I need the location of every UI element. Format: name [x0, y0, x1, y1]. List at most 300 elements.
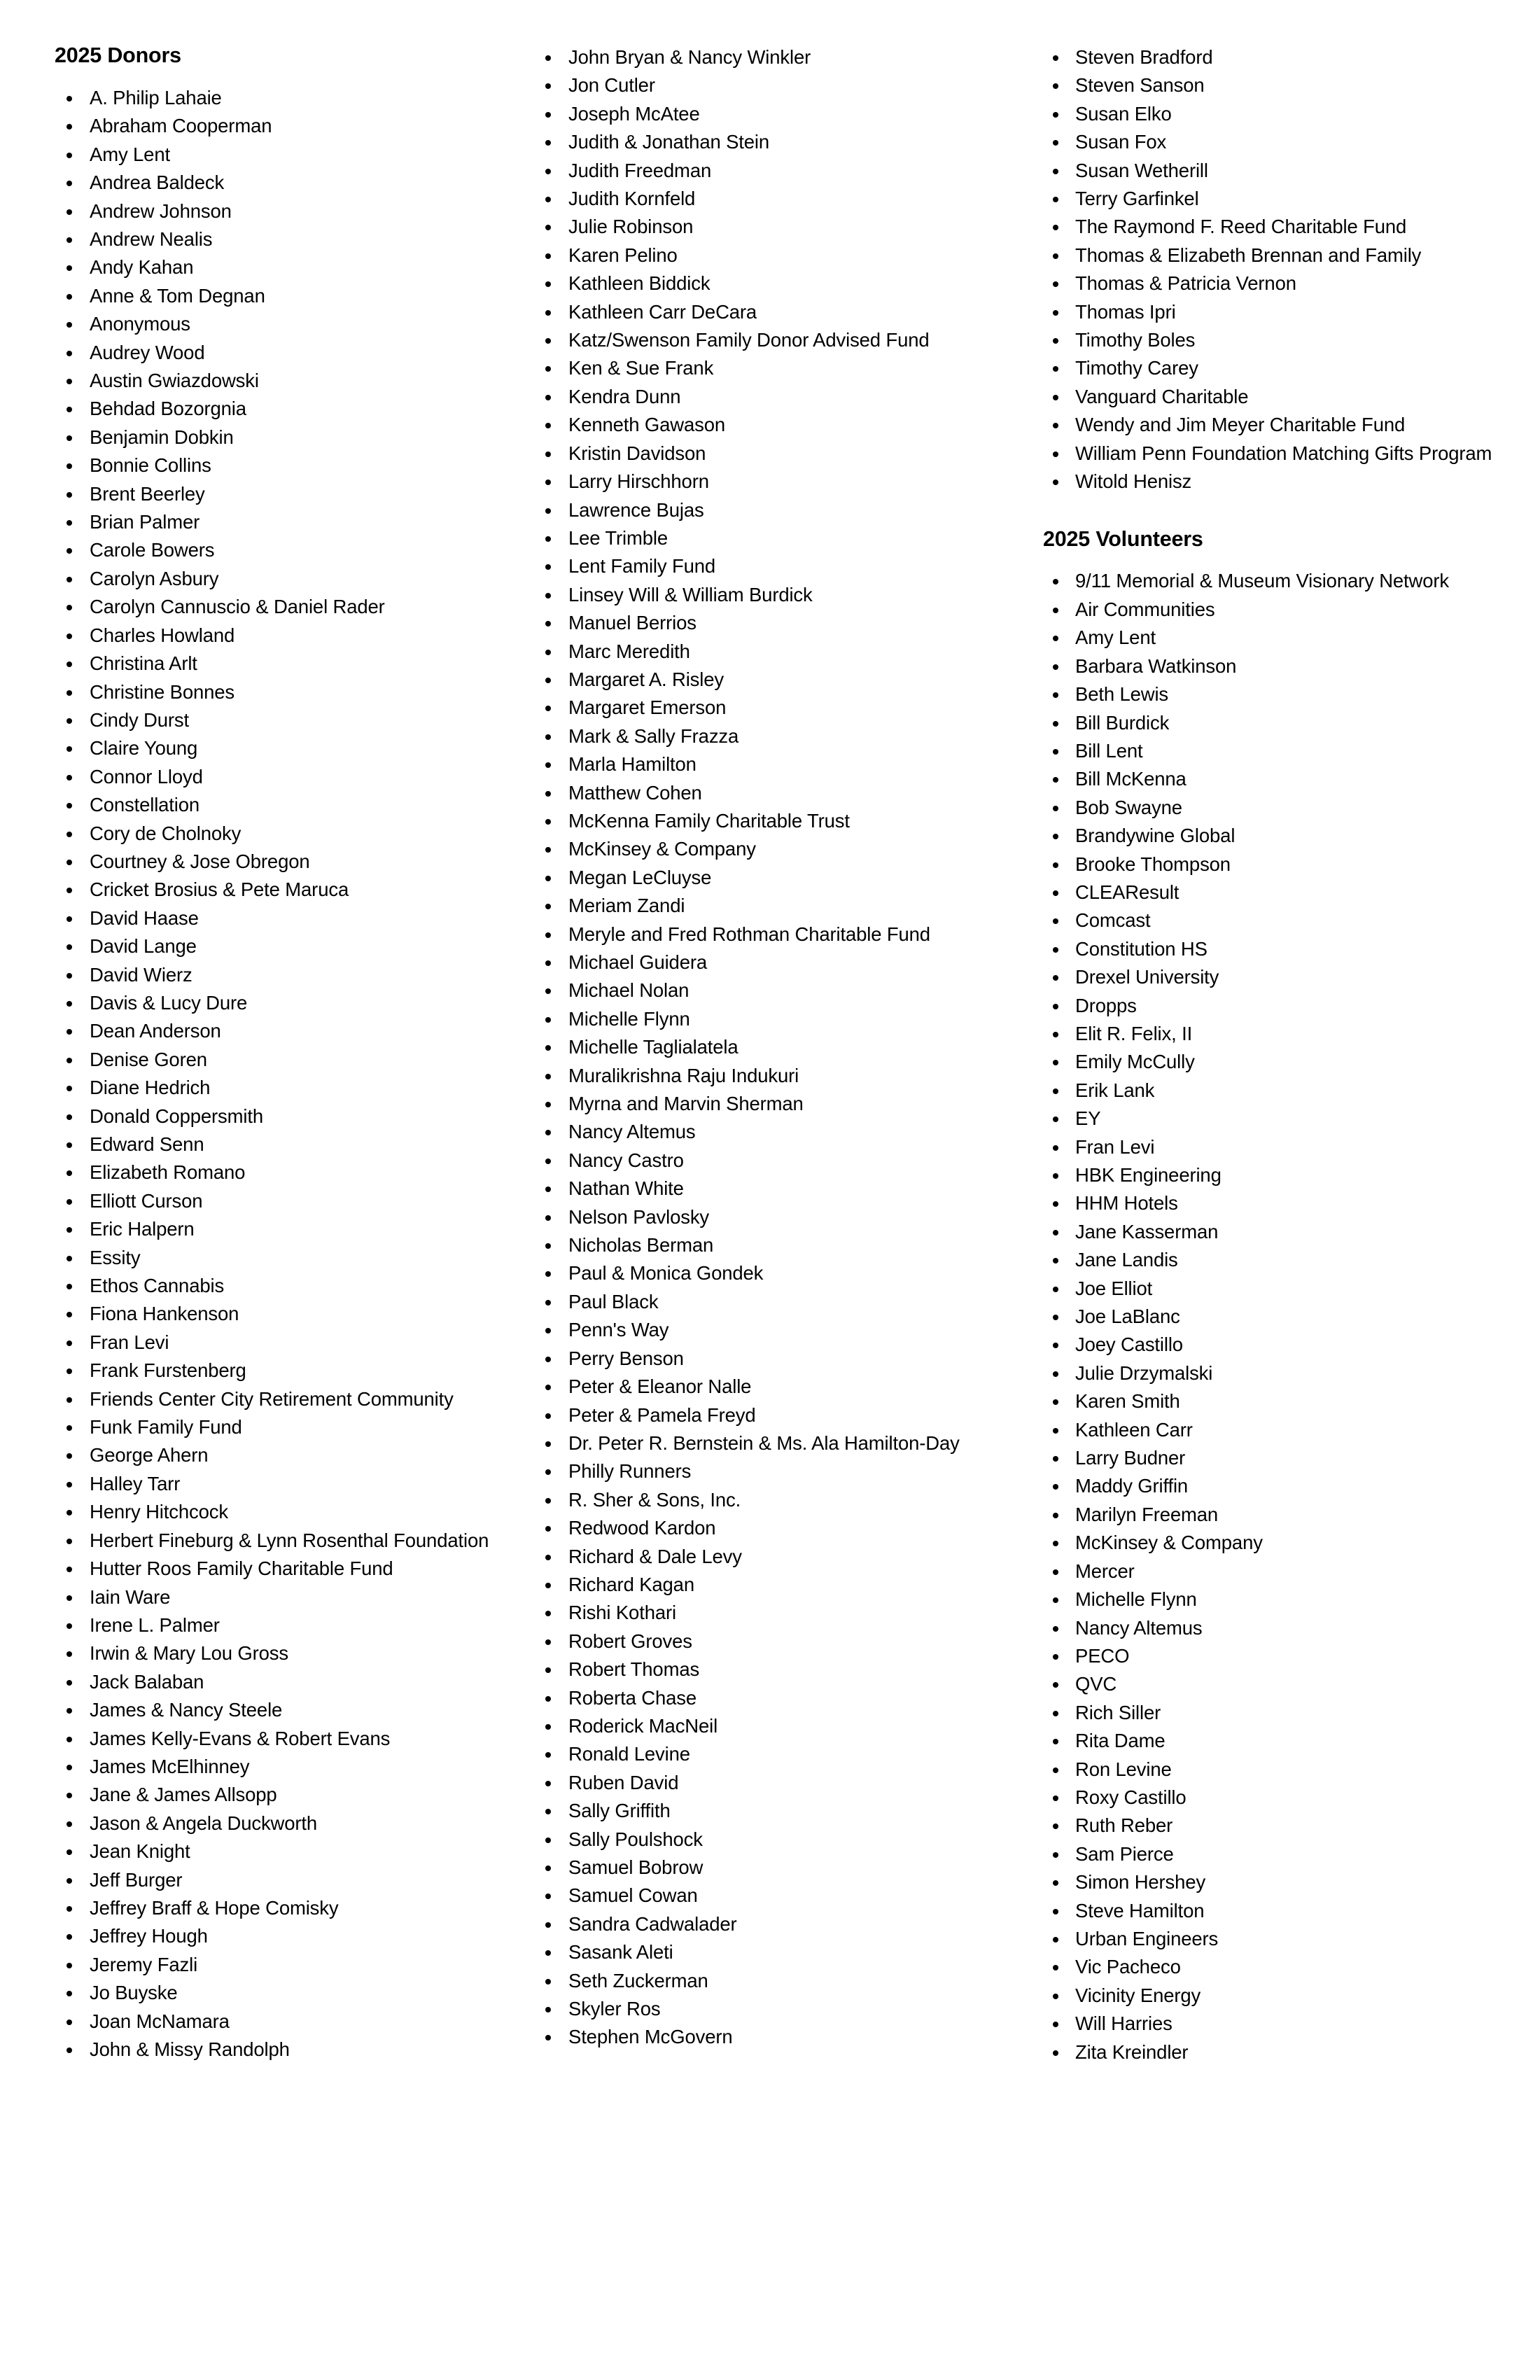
bullet-icon — [66, 169, 74, 197]
list-item-label: Judith Kornfeld — [568, 188, 696, 210]
bullet-icon — [545, 1712, 552, 1740]
bullet-icon — [1053, 1331, 1060, 1359]
bullet-icon — [66, 678, 74, 706]
bullet-icon — [1053, 963, 1060, 991]
list-item-label: Thomas Ipri — [1075, 300, 1176, 323]
list-item — [533, 1514, 1016, 1542]
list-item-label: Carole Bowers — [90, 539, 215, 561]
list-item-label: Rishi Kothari — [568, 1602, 676, 1624]
list-item-label: Richard & Dale Levy — [568, 1545, 742, 1567]
list-item-label: Larry Budner — [1075, 1447, 1186, 1469]
list-item — [55, 734, 511, 762]
bullet-icon — [66, 1866, 74, 1894]
list-item — [533, 1543, 1016, 1571]
list-item-label: Courtney & Jose Obregon — [90, 850, 310, 872]
bullet-icon — [66, 1329, 74, 1357]
list-item — [55, 1413, 511, 1441]
list-item-label: Ken & Sue Frank — [568, 357, 714, 379]
bullet-icon — [66, 1357, 74, 1385]
list-item-label: Fiona Hankenson — [90, 1303, 239, 1325]
list-item-label: Ethos Cannabis — [90, 1275, 225, 1297]
bullet-icon — [66, 1527, 74, 1555]
list-item — [55, 1668, 511, 1696]
bullet-icon — [545, 1147, 552, 1175]
list-item-label: Dr. Peter R. Bernstein & Ms. Ala Hamilton-Day — [568, 1432, 960, 1454]
bullet-icon — [66, 1668, 74, 1696]
list-item-label: Benjamin Dobkin — [90, 426, 234, 448]
volunteers-list — [1043, 567, 1533, 2066]
list-item-label: Carolyn Asbury — [90, 567, 219, 589]
bullet-icon — [545, 666, 552, 694]
bullet-icon — [1053, 1812, 1060, 1840]
list-item-label: Jo Buyske — [90, 1982, 178, 2004]
bullet-icon — [1053, 71, 1060, 99]
bullet-icon — [1053, 1303, 1060, 1331]
list-item — [1043, 652, 1533, 680]
bullet-icon — [66, 1272, 74, 1300]
bullet-icon — [1053, 1756, 1060, 1784]
list-item — [1043, 1558, 1533, 1586]
list-item-label: Nicholas Berman — [568, 1234, 714, 1256]
list-item-label: David Wierz — [90, 963, 192, 986]
bullet-icon — [1053, 1189, 1060, 1217]
list-item-label: Larry Hirschhorn — [568, 470, 709, 493]
list-item — [55, 678, 511, 706]
bullet-icon — [66, 197, 74, 225]
bullet-icon — [545, 1062, 552, 1090]
list-item-label: Roxy Castillo — [1075, 1786, 1186, 1808]
bullet-icon — [1053, 850, 1060, 878]
list-item-label: John Bryan & Nancy Winkler — [568, 46, 811, 68]
bullet-icon — [545, 1118, 552, 1146]
list-item-label: Henry Hitchcock — [90, 1501, 228, 1523]
list-item — [1043, 624, 1533, 652]
bullet-icon — [1053, 1982, 1060, 2010]
list-item — [55, 1074, 511, 1102]
bullet-icon — [66, 1753, 74, 1781]
bullet-icon — [545, 71, 552, 99]
bullet-icon — [66, 1498, 74, 1526]
list-item-label: Amy Lent — [90, 143, 170, 165]
list-item-label: Erik Lank — [1075, 1079, 1155, 1101]
list-item — [533, 1740, 1016, 1768]
bullet-icon — [66, 536, 74, 564]
list-item — [1043, 383, 1533, 411]
bullet-icon — [1053, 2038, 1060, 2066]
list-item — [533, 722, 1016, 750]
list-item-label: Thomas & Patricia Vernon — [1075, 272, 1296, 295]
bullet-icon — [1053, 680, 1060, 708]
bullet-icon — [1053, 213, 1060, 241]
bullet-icon — [66, 395, 74, 423]
list-item — [1043, 468, 1533, 496]
bullet-icon — [66, 451, 74, 479]
list-item-label: Christine Bonnes — [90, 680, 235, 703]
list-item — [55, 1215, 511, 1243]
list-item-label: Sally Griffith — [568, 1800, 671, 1822]
list-item — [55, 622, 511, 650]
list-item — [55, 593, 511, 621]
list-item — [533, 1910, 1016, 1938]
bullet-icon — [545, 1514, 552, 1542]
bullet-icon — [1053, 1699, 1060, 1727]
list-item — [55, 848, 511, 876]
bullet-icon — [545, 1288, 552, 1316]
list-item — [533, 666, 1016, 694]
bullet-icon — [1053, 992, 1060, 1020]
bullet-icon — [545, 722, 552, 750]
list-item-label: Brandywine Global — [1075, 825, 1236, 847]
list-item-label: Jane Kasserman — [1075, 1220, 1219, 1242]
list-item — [55, 989, 511, 1017]
bullet-icon — [1053, 440, 1060, 468]
bullet-icon — [545, 157, 552, 185]
bullet-icon — [66, 225, 74, 253]
bullet-icon — [545, 1316, 552, 1344]
list-item — [1043, 765, 1533, 793]
bullet-icon — [545, 1457, 552, 1485]
bullet-icon — [1053, 2010, 1060, 2038]
list-item-label: Samuel Bobrow — [568, 1856, 704, 1878]
list-item-label: Roderick MacNeil — [568, 1714, 718, 1737]
list-item — [55, 1017, 511, 1045]
list-item-label: Vanguard Charitable — [1075, 385, 1249, 407]
list-item-label: Diane Hedrich — [90, 1077, 211, 1099]
bullet-icon — [545, 1543, 552, 1571]
list-item-label: Claire Young — [90, 737, 198, 760]
bullet-icon — [66, 253, 74, 281]
list-item — [55, 1894, 511, 1922]
list-item — [533, 920, 1016, 948]
list-item-label: James Kelly-Evans & Robert Evans — [90, 1727, 391, 1749]
bullet-icon — [545, 1599, 552, 1627]
list-item — [533, 807, 1016, 835]
list-item — [1043, 1133, 1533, 1161]
bullet-icon — [545, 1203, 552, 1231]
bullet-icon — [66, 565, 74, 593]
list-item — [1043, 1586, 1533, 1614]
bullet-icon — [545, 1769, 552, 1797]
list-item — [55, 1329, 511, 1357]
list-item — [1043, 1472, 1533, 1500]
bullet-icon — [1053, 411, 1060, 439]
list-item-label: Hutter Roos Family Charitable Fund — [90, 1558, 393, 1580]
list-item — [533, 581, 1016, 609]
bullet-icon — [1053, 43, 1060, 71]
list-item — [533, 468, 1016, 496]
three-column-layout — [28, 43, 1512, 2380]
bullet-icon — [545, 1826, 552, 1854]
bullet-icon — [545, 1401, 552, 1429]
list-item — [55, 932, 511, 960]
bullet-icon — [66, 424, 74, 451]
list-item-label: Behdad Bozorgnia — [90, 398, 246, 420]
list-item — [55, 1979, 511, 2007]
bullet-icon — [1053, 1501, 1060, 1529]
list-item-label: James & Nancy Steele — [90, 1699, 283, 1721]
list-item-label: PECO — [1075, 1644, 1130, 1667]
list-item — [1043, 1614, 1533, 1642]
list-item — [533, 1826, 1016, 1854]
list-item-label: The Raymond F. Reed Charitable Fund — [1075, 216, 1407, 238]
list-item-label: QVC — [1075, 1673, 1117, 1695]
list-item — [533, 213, 1016, 241]
list-item — [1043, 596, 1533, 624]
list-item-label: Richard Kagan — [568, 1573, 694, 1595]
list-item — [55, 169, 511, 197]
list-item-label: Cindy Durst — [90, 708, 189, 731]
list-item-label: Kendra Dunn — [568, 385, 681, 407]
bullet-icon — [1053, 157, 1060, 185]
list-item-label: EY — [1075, 1107, 1101, 1130]
list-item-label: Katz/Swenson Family Donor Advised Fund — [568, 329, 930, 351]
bullet-icon — [1053, 1218, 1060, 1246]
list-item-label: Mercer — [1075, 1560, 1135, 1582]
list-item — [55, 424, 511, 451]
list-item-label: Timothy Boles — [1075, 329, 1196, 351]
bullet-icon — [66, 1470, 74, 1498]
bullet-icon — [1053, 298, 1060, 326]
list-item-label: Rita Dame — [1075, 1730, 1166, 1752]
bullet-icon — [66, 1017, 74, 1045]
bullet-icon — [545, 1005, 552, 1033]
list-item — [533, 524, 1016, 552]
bullet-icon — [66, 1441, 74, 1469]
list-item-label: Skyler Ros — [568, 1998, 661, 2020]
list-item — [1043, 1670, 1533, 1698]
list-item — [533, 638, 1016, 666]
list-item — [55, 876, 511, 904]
list-item — [533, 1203, 1016, 1231]
list-item — [533, 1147, 1016, 1175]
list-item — [55, 395, 511, 423]
bullet-icon — [1053, 1897, 1060, 1925]
bullet-icon — [1053, 100, 1060, 128]
list-item — [1043, 1699, 1533, 1727]
list-item-label: Nancy Altemus — [1075, 1616, 1203, 1639]
bullet-icon — [545, 864, 552, 892]
bullet-icon — [545, 1628, 552, 1656]
bullet-icon — [1053, 906, 1060, 934]
bullet-icon — [545, 496, 552, 524]
bullet-icon — [545, 552, 552, 580]
list-item-label: Michael Nolan — [568, 979, 690, 1002]
bullet-icon — [66, 1639, 74, 1667]
list-item-label: Karen Pelino — [568, 244, 678, 266]
list-item — [1043, 1642, 1533, 1670]
column-one — [28, 43, 518, 2064]
list-item — [533, 1288, 1016, 1316]
list-item-label: Samuel Cowan — [568, 1884, 698, 1907]
list-item — [533, 2023, 1016, 2051]
list-item — [533, 1401, 1016, 1429]
list-item — [533, 976, 1016, 1004]
bullet-icon — [66, 508, 74, 536]
list-item — [533, 100, 1016, 128]
list-item-label: Constitution HS — [1075, 937, 1208, 960]
bullet-icon — [1053, 185, 1060, 213]
list-item — [533, 1457, 1016, 1485]
list-item — [533, 1259, 1016, 1287]
list-item-label: McKenna Family Charitable Trust — [568, 809, 850, 832]
list-item-label: Halley Tarr — [90, 1472, 181, 1494]
list-item — [55, 339, 511, 367]
bullet-icon — [545, 1345, 552, 1373]
list-item-label: Herbert Fineburg & Lynn Rosenthal Foundation — [90, 1529, 489, 1551]
bullet-icon — [545, 948, 552, 976]
bullet-icon — [66, 367, 74, 395]
list-item-label: Michelle Taglialatela — [568, 1036, 738, 1058]
list-item-label: Michelle Flynn — [1075, 1588, 1197, 1611]
list-item-label: Joey Castillo — [1075, 1334, 1183, 1356]
list-item-label: Dean Anderson — [90, 1020, 221, 1042]
bullet-icon — [1053, 1642, 1060, 1670]
bullet-icon — [66, 650, 74, 678]
bullet-icon — [1053, 1048, 1060, 1076]
list-item-label: Austin Gwiazdowski — [90, 370, 259, 392]
bullet-icon — [545, 779, 552, 807]
list-item-label: Penn's Way — [568, 1319, 669, 1341]
list-item-label: Simon Hershey — [1075, 1871, 1206, 1893]
list-item-label: Sasank Aleti — [568, 1941, 673, 1963]
list-item-label: Fran Levi — [90, 1331, 169, 1353]
list-item-label: Jack Balaban — [90, 1670, 204, 1693]
list-item — [533, 1684, 1016, 1712]
list-item — [533, 1005, 1016, 1033]
list-item-label: Eric Halpern — [90, 1218, 195, 1240]
bullet-icon — [1053, 1133, 1060, 1161]
bullet-icon — [545, 354, 552, 382]
list-item-label: Jeremy Fazli — [90, 1953, 198, 1975]
list-item-label: Joseph McAtee — [568, 102, 700, 125]
list-item-label: Bill Lent — [1075, 739, 1143, 762]
list-item — [1043, 1727, 1533, 1755]
list-item — [55, 961, 511, 989]
bullet-icon — [66, 622, 74, 650]
list-item — [1043, 411, 1533, 439]
bullet-icon — [1053, 1472, 1060, 1500]
list-item — [1043, 1359, 1533, 1387]
list-item — [533, 835, 1016, 863]
list-item — [1043, 935, 1533, 963]
list-item — [55, 1725, 511, 1753]
list-item-label: Paul Black — [568, 1290, 659, 1312]
bullet-icon — [545, 128, 552, 156]
list-item-label: Peter & Eleanor Nalle — [568, 1376, 752, 1398]
list-item-label: James McElhinney — [90, 1755, 250, 1777]
list-item-label: Perry Benson — [568, 1347, 684, 1369]
list-item — [55, 112, 511, 140]
list-item-label: Frank Furstenberg — [90, 1359, 246, 1382]
bullet-icon — [545, 1486, 552, 1514]
list-item-label: Air Communities — [1075, 598, 1215, 620]
list-item — [1043, 1189, 1533, 1217]
bullet-icon — [545, 1033, 552, 1061]
bullet-icon — [1053, 624, 1060, 652]
bullet-icon — [66, 1922, 74, 1950]
bullet-icon — [545, 1967, 552, 1995]
list-item — [1043, 298, 1533, 326]
list-item — [533, 440, 1016, 468]
list-item — [1043, 709, 1533, 737]
list-item-label: Lent Family Fund — [568, 555, 716, 578]
list-item-label: Comcast — [1075, 909, 1151, 932]
bullet-icon — [1053, 1529, 1060, 1557]
bullet-icon — [1053, 1784, 1060, 1812]
list-item-label: HBK Engineering — [1075, 1164, 1222, 1186]
bullet-icon — [66, 141, 74, 169]
bullet-icon — [66, 1951, 74, 1979]
list-item-label: Manuel Berrios — [568, 612, 696, 634]
donors-list-column-one — [55, 84, 511, 2064]
list-item — [55, 1187, 511, 1215]
list-item-label: Thomas & Elizabeth Brennan and Family — [1075, 244, 1422, 266]
list-item-label: Kathleen Carr DeCara — [568, 300, 757, 323]
list-item-label: Wendy and Jim Meyer Charitable Fund — [1075, 414, 1406, 436]
donors-heading: 2025 Donors — [55, 43, 181, 67]
list-item — [1043, 1868, 1533, 1896]
list-item — [55, 480, 511, 508]
list-item-label: Beth Lewis — [1075, 683, 1169, 706]
list-item — [55, 1441, 511, 1469]
bullet-icon — [66, 480, 74, 508]
list-item-label: Terry Garfinkel — [1075, 188, 1199, 210]
list-item-label: Judith & Jonathan Stein — [568, 131, 770, 153]
bullet-icon — [545, 1995, 552, 2023]
bullet-icon — [545, 892, 552, 920]
list-item-label: Carolyn Cannuscio & Daniel Rader — [90, 596, 385, 618]
bullet-icon — [1053, 1359, 1060, 1387]
column-three — [1043, 43, 1533, 2066]
list-item — [533, 43, 1016, 71]
list-item — [55, 565, 511, 593]
list-item — [1043, 2010, 1533, 2038]
list-item — [1043, 1897, 1533, 1925]
bullet-icon — [1053, 878, 1060, 906]
list-item — [55, 225, 511, 253]
bullet-icon — [545, 920, 552, 948]
bullet-icon — [1053, 1275, 1060, 1303]
list-item — [533, 1316, 1016, 1344]
list-item — [55, 706, 511, 734]
list-item-label: Andrew Nealis — [90, 228, 213, 251]
list-item-label: Zita Kreindler — [1075, 2040, 1189, 2063]
bullet-icon — [1053, 794, 1060, 822]
bullet-icon — [545, 976, 552, 1004]
bullet-icon — [545, 835, 552, 863]
bullet-icon — [545, 609, 552, 637]
list-item-label: Marla Hamilton — [568, 753, 696, 776]
bullet-icon — [66, 1074, 74, 1102]
list-item — [533, 383, 1016, 411]
list-item — [55, 1046, 511, 1074]
list-item-label: Robert Groves — [568, 1630, 692, 1652]
bullet-icon — [545, 750, 552, 778]
list-item — [533, 71, 1016, 99]
bullet-icon — [1053, 765, 1060, 793]
list-item-label: Joe Elliot — [1075, 1277, 1153, 1299]
list-item — [55, 1300, 511, 1328]
list-item-label: Bonnie Collins — [90, 454, 211, 477]
list-item-label: Ronald Levine — [568, 1743, 690, 1765]
list-item — [533, 864, 1016, 892]
bullet-icon — [66, 932, 74, 960]
list-item-label: Ruben David — [568, 1771, 679, 1793]
bullet-icon — [545, 241, 552, 270]
list-item-label: Vic Pacheco — [1075, 1956, 1181, 1978]
list-item-label: Cory de Cholnoky — [90, 822, 241, 844]
bullet-icon — [545, 1910, 552, 1938]
